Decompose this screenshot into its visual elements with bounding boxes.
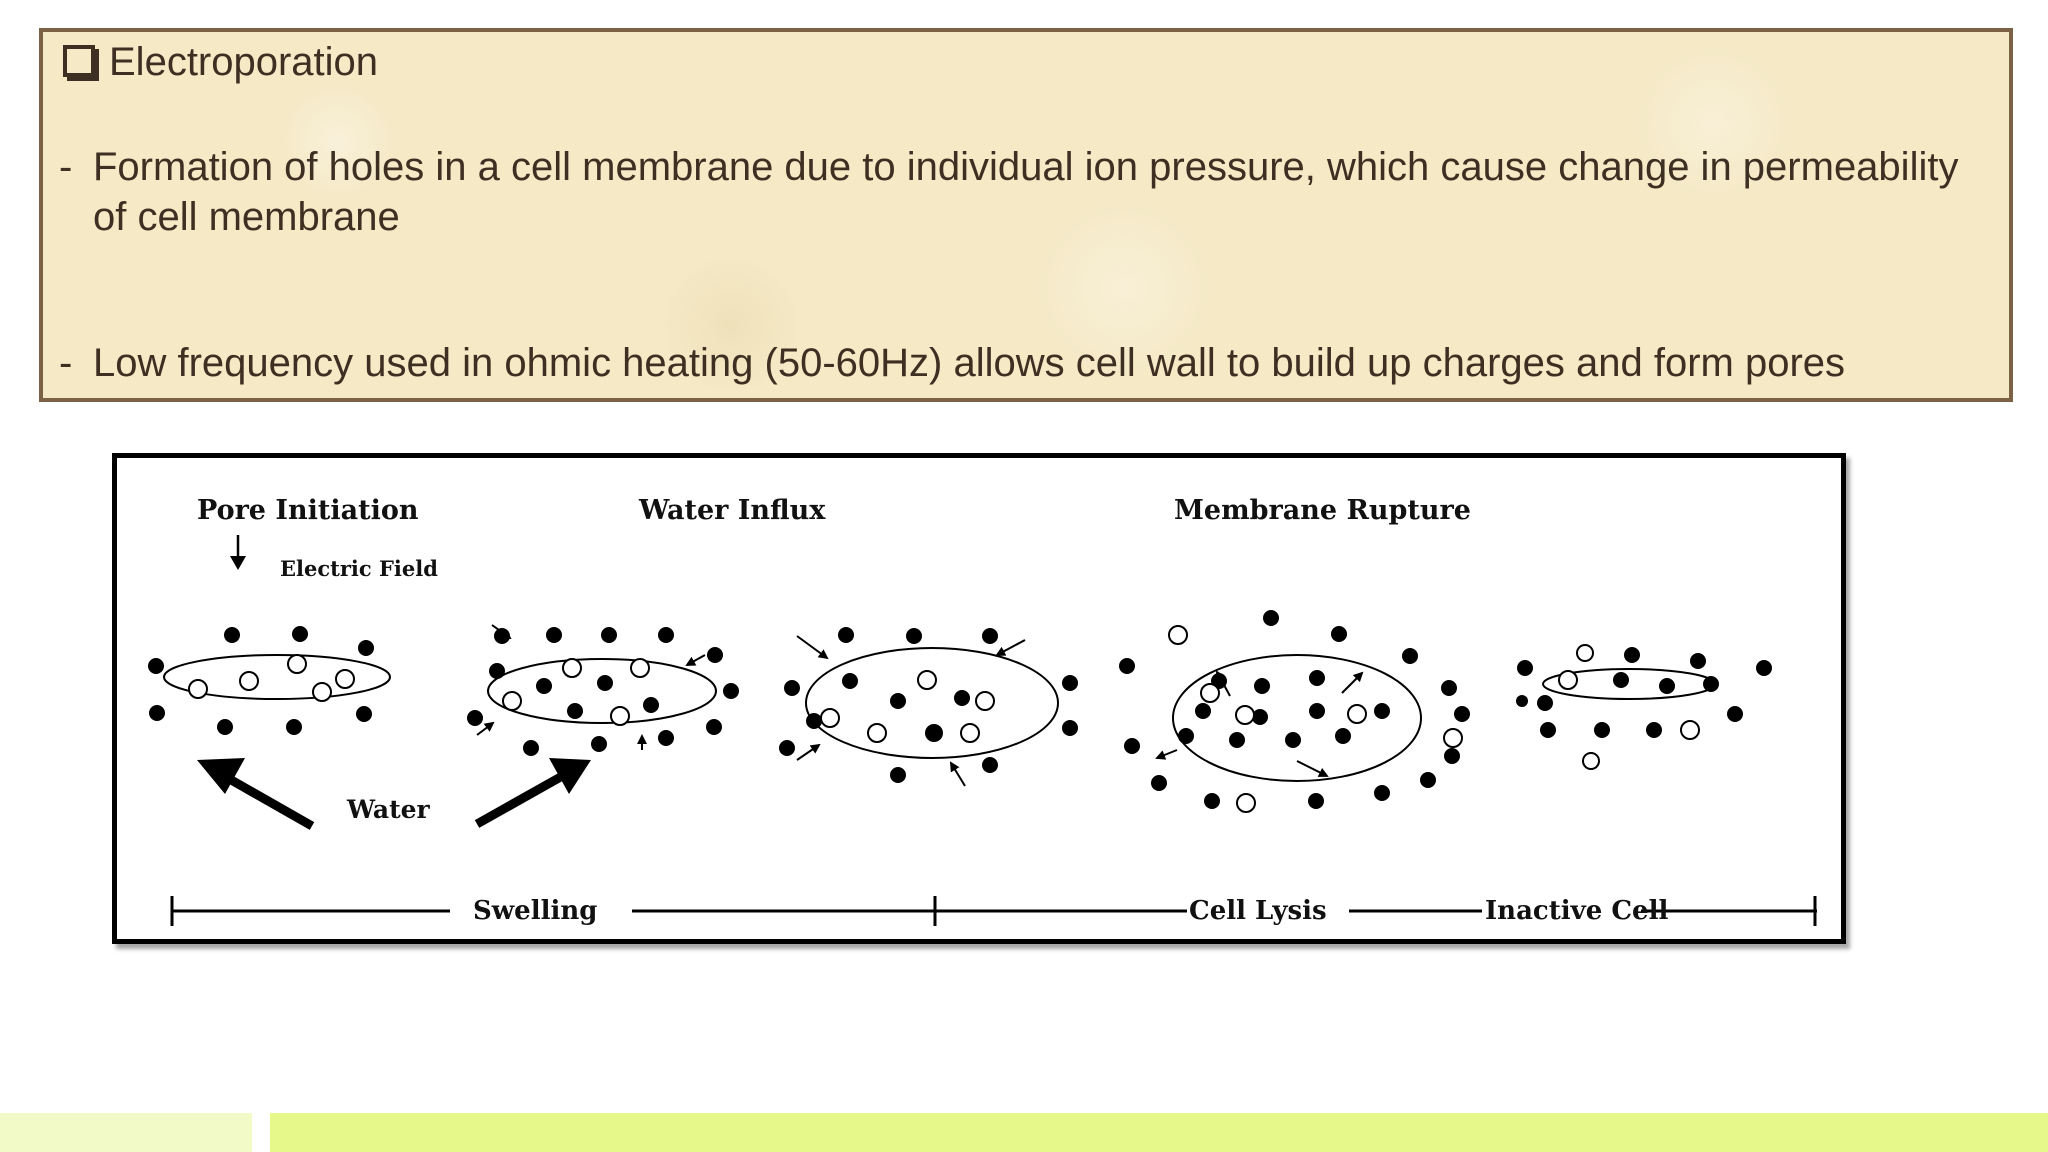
heading-text: Electroporation — [109, 40, 379, 84]
stage-label-pore-initiation: Pore Initiation — [197, 495, 419, 526]
cell-membrane-rupture — [1119, 610, 1470, 812]
cell-inactive — [1516, 645, 1772, 769]
footer-bar-left — [0, 1113, 252, 1152]
diagram-canvas — [117, 458, 1841, 939]
stage-label-water-influx: Water Influx — [639, 495, 826, 526]
timeline-label-inactive-cell: Inactive Cell — [1485, 896, 1669, 926]
water-arrow-icon — [477, 758, 591, 824]
checkbox-bullet-icon — [63, 45, 95, 77]
text-panel — [39, 28, 2013, 402]
slide-heading — [63, 36, 378, 88]
electric-field-label: Electric Field — [280, 556, 438, 581]
bullet-item — [59, 142, 1995, 242]
timeline-label-cell-lysis: Cell Lysis — [1189, 896, 1327, 926]
cell-water-influx — [779, 627, 1078, 786]
bullet-text: Low frequency used in ohmic heating (50-60Hz) allows cell wall to build up charges and form pores — [93, 341, 1846, 385]
down-arrow-icon — [230, 535, 246, 570]
electroporation-diagram — [112, 453, 1846, 944]
bullet-dash: - — [59, 341, 73, 385]
water-label: Water — [347, 795, 430, 824]
bullet-item — [59, 338, 1995, 388]
cell-pore-initiation — [148, 626, 390, 735]
water-arrow-icon — [197, 758, 312, 826]
bullet-dash: - — [59, 145, 73, 189]
footer-bar-right — [270, 1113, 2048, 1152]
bullet-text: Formation of holes in a cell membrane due to individual ion pressure, which cause change in permeability of cell membrane — [93, 145, 1959, 239]
cell-swelling — [467, 625, 739, 756]
timeline-label-swelling: Swelling — [473, 896, 598, 926]
stage-label-membrane-rupture: Membrane Rupture — [1174, 495, 1471, 526]
